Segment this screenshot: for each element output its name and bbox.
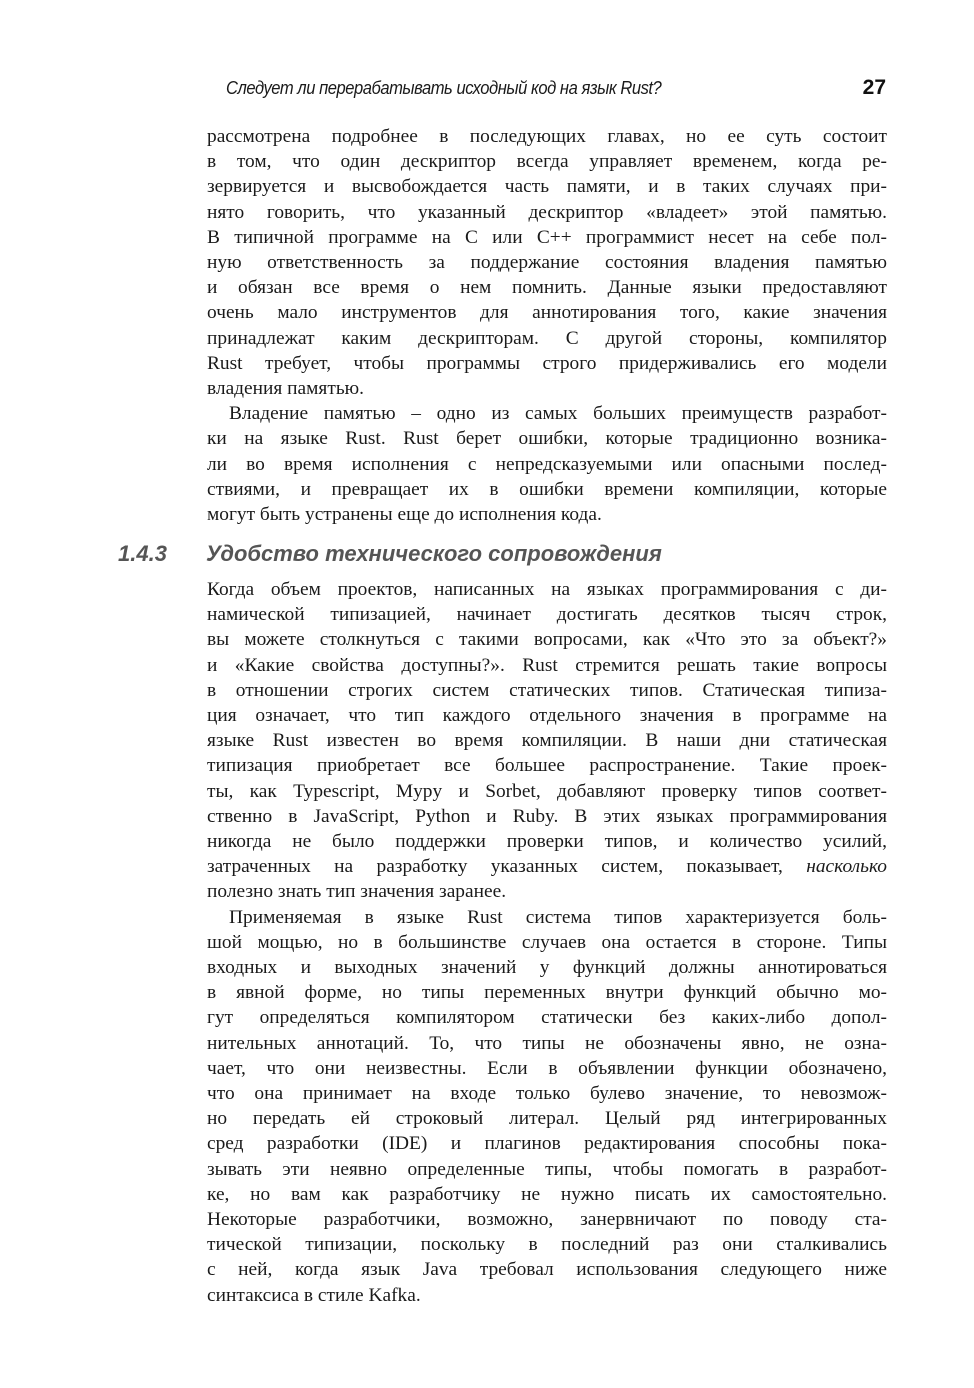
text-line: Rust требует, чтобы программы строго придерживались его модели: [207, 352, 887, 374]
section-title: Удобство технического сопровождения: [206, 541, 662, 566]
text-line: сред разработки (IDE) и плагинов редактирования способны пока-: [207, 1133, 887, 1155]
text-line: гут определяться компилятором статически без каких-либо допол-: [207, 1007, 887, 1029]
text-line: с ней, когда язык Java требовал использования следующего ниже: [207, 1259, 887, 1281]
text-line: чает, что они неизвестны. Если в объявлении функции обозначено,: [207, 1057, 887, 1079]
text-line: [207, 854, 887, 879]
text-line: синтаксиса в стиле Kafka.: [207, 1284, 421, 1306]
text-line: ную ответственность за поддержание состояния владения памятью: [207, 252, 887, 274]
text-line: нительных аннотаций. То, что типы не обозначены явно, не озна-: [207, 1032, 887, 1054]
text-line: принадлежат каким дескрипторам. С другой стороны, компилятор: [207, 327, 887, 349]
text-line: ствиями, и превращает их в ошибки времени компиляции, которые: [207, 478, 887, 500]
section-heading: [118, 541, 898, 573]
text-line: никогда не было поддержки проверки типов, и количество усилий,: [207, 831, 887, 853]
text-fragment: затраченных на разработку указанных систем, показывает,: [207, 856, 807, 878]
paragraph: [207, 577, 887, 905]
text-line: в отношении строгих систем статических типов. Статическая типиза-: [207, 679, 887, 701]
text-line: вы можете столкнуться с такими вопросами, как «Что это за объект?»: [207, 629, 887, 651]
text-line: и обязан все время о нем помнить. Данные языки предоставляют: [207, 277, 887, 299]
running-head: [226, 76, 886, 104]
text-line: шой мощью, но в большинстве случаев она остается в стороне. Типы: [207, 931, 887, 953]
text-line: полезно знать тип значения заранее.: [207, 881, 507, 903]
text-line: в том, что один дескриптор всегда управляет временем, когда ре-: [207, 151, 887, 173]
section-number: 1.4.3: [118, 541, 167, 566]
text-line: Некоторые разработчики, возможно, занервничают по поводу ста-: [207, 1209, 887, 1231]
text-line: типизация приобретает все большее распространение. Такие проек-: [207, 755, 887, 777]
text-line: ты, как Typescript, Mypy и Sorbet, добавляют проверку типов соответ-: [207, 780, 887, 802]
text-line: владения памятью.: [207, 378, 364, 400]
text-line: тической типизации, поскольку в последний раз они сталкивались: [207, 1234, 887, 1256]
text-line: ция означает, что тип каждого отдельного значения в программе на: [207, 705, 887, 727]
text-line: языке Rust известен во время компиляции. В наши дни статическая: [207, 730, 887, 752]
text-line: входных и выходных значений у функций должны аннотироваться: [207, 957, 887, 979]
text-line: намической типизацией, начинает достигать десятков тысяч строк,: [207, 604, 887, 626]
page-number: 27: [862, 76, 886, 99]
text-line: Применяемая в языке Rust система типов характеризуется боль-: [229, 906, 887, 928]
text-line: Владение памятью – одно из самых больших преимуществ разработ-: [229, 403, 887, 425]
text-line: но передать ей строковый литерал. Целый ряд интегрированных: [207, 1108, 887, 1130]
text-line: ли во время исполнения с непредсказуемыми или опасными послед-: [207, 453, 887, 475]
text-line: и «Какие свойства доступны?». Rust стремится решать такие вопросы: [207, 654, 887, 676]
text-line: В типичной программе на C или C++ программист несет на себе пол-: [207, 226, 887, 248]
text-line: очень мало инструментов для аннотирования того, какие значения: [207, 302, 887, 324]
body-text-before-section: [207, 124, 887, 527]
text-line: ке, но вам как разработчику не нужно писать их самостоятельно.: [207, 1183, 887, 1205]
text-line: ственно в JavaScript, Python и Ruby. В этих языках программирования: [207, 805, 887, 827]
running-head-title: Следует ли перерабатывать исходный код на язык Rust?: [226, 78, 662, 98]
text-line: нято говорить, что указанный дескриптор «владеет» этой памятью.: [207, 201, 887, 223]
body-text-after-section: [207, 577, 887, 1308]
text-line: могут быть устранены еще до исполнения кода.: [207, 504, 602, 526]
text-line: рассмотрена подробнее в последующих главах, но ее суть состоит: [207, 126, 887, 147]
paragraph: [207, 401, 887, 527]
text-line: Когда объем проектов, написанных на языках программирования с ди-: [207, 579, 887, 600]
text-line: в явной форме, но типы переменных внутри функций обычно мо-: [207, 982, 887, 1004]
text-line: зервируется и высвобождается часть памяти, и в таких случаях при-: [207, 176, 887, 198]
text-line: что она принимает на входе только булево значение, то невозмож-: [207, 1083, 887, 1105]
text-line: ки на языке Rust. Rust берет ошибки, которые традиционно возника-: [207, 428, 887, 450]
paragraph: [207, 124, 887, 401]
text-line: зывать эти неявно определенные типы, чтобы помогать в разработ-: [207, 1158, 887, 1180]
paragraph: [207, 905, 887, 1308]
emphasis-text: насколько: [806, 856, 887, 878]
